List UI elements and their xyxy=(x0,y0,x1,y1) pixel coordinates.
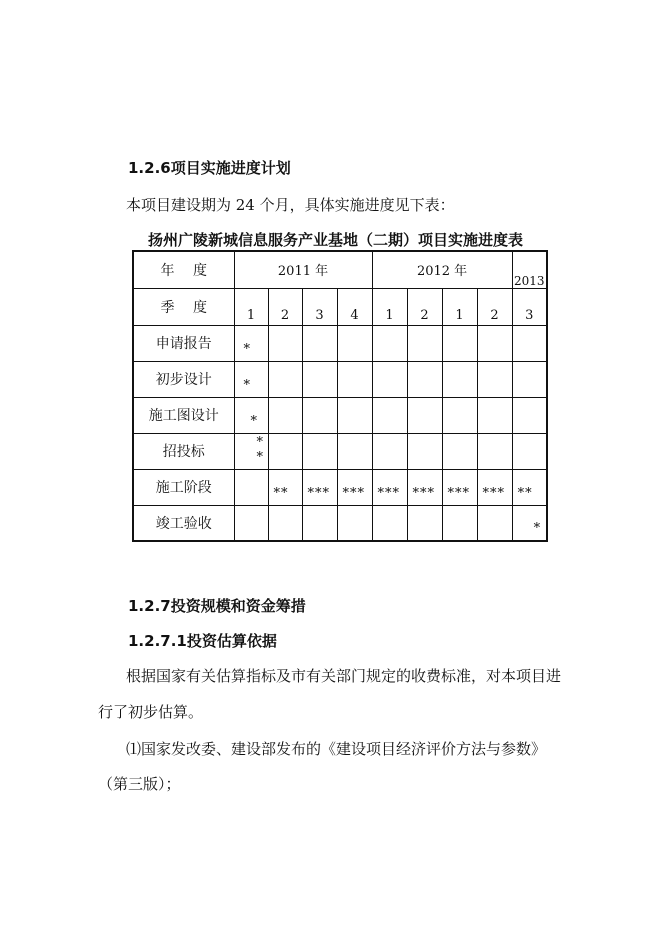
list-item-1-line-1: ⑴国家发改委、建设部发布的《建设项目经济评价方法与参数》 xyxy=(126,740,547,758)
quarter-cell: 1 xyxy=(442,288,477,325)
schedule-cell xyxy=(512,325,547,361)
schedule-cell xyxy=(302,505,337,541)
activity-label: 施工图设计 xyxy=(133,397,234,433)
schedule-cell xyxy=(442,397,477,433)
schedule-mark: ** xyxy=(273,485,289,501)
schedule-cell xyxy=(372,433,407,469)
quarter-cell: 2 xyxy=(477,288,512,325)
paragraph-line-2: 行了初步估算。 xyxy=(98,703,204,721)
table-row xyxy=(133,505,547,541)
schedule-cell xyxy=(268,433,302,469)
schedule-cell xyxy=(234,505,268,541)
schedule-cell xyxy=(234,325,268,361)
schedule-cell xyxy=(442,505,477,541)
quarter-row xyxy=(133,288,547,325)
schedule-cell xyxy=(407,325,442,361)
schedule-cell xyxy=(512,433,547,469)
schedule-cell xyxy=(302,433,337,469)
activity-label: 竣工验收 xyxy=(133,505,234,541)
section-heading-1-2-6: 1.2.6项目实施进度计划 xyxy=(128,159,291,177)
schedule-cell xyxy=(268,325,302,361)
schedule-cell xyxy=(407,433,442,469)
quarter-header-label: 季 度 xyxy=(133,288,234,325)
schedule-mark: *** xyxy=(377,485,401,501)
schedule-cell xyxy=(234,397,268,433)
schedule-cell xyxy=(234,361,268,397)
schedule-mark: * xyxy=(243,341,251,357)
list-item-1-line-2: （第三版）； xyxy=(98,775,181,793)
table-row xyxy=(133,433,547,469)
table-row xyxy=(133,397,547,433)
schedule-cell xyxy=(442,361,477,397)
section-heading-1-2-7: 1.2.7投资规模和资金筹措 xyxy=(128,597,306,615)
quarter-cell: 3 xyxy=(302,288,337,325)
schedule-cell xyxy=(442,325,477,361)
schedule-mark: *** xyxy=(342,485,365,501)
schedule-cell xyxy=(337,469,372,505)
schedule-cell xyxy=(268,505,302,541)
schedule-cell xyxy=(268,397,302,433)
schedule-cell xyxy=(512,397,547,433)
table-row xyxy=(133,361,547,397)
table-row xyxy=(133,469,547,505)
activity-label: 招投标 xyxy=(133,433,234,469)
schedule-cell xyxy=(477,505,512,541)
quarter-cell: 1 xyxy=(234,288,268,325)
schedule-table xyxy=(132,250,548,542)
schedule-cell xyxy=(372,361,407,397)
table-row xyxy=(133,325,547,361)
schedule-cell xyxy=(407,469,442,505)
schedule-cell xyxy=(337,325,372,361)
schedule-cell xyxy=(268,361,302,397)
paragraph-line-1: 根据国家有关估算指标及市有关部门规定的收费标准，对本项目进 xyxy=(126,667,562,685)
schedule-intro-text: 本项目建设期为 24 个月，具体实施进度见下表： xyxy=(126,196,455,214)
quarter-cell: 1 xyxy=(372,288,407,325)
schedule-mark: * xyxy=(533,521,542,536)
schedule-cell xyxy=(302,325,337,361)
activity-label: 申请报告 xyxy=(133,325,234,361)
schedule-cell xyxy=(302,469,337,505)
schedule-mark: * xyxy=(243,377,251,393)
schedule-cell xyxy=(302,361,337,397)
schedule-mark: *** xyxy=(482,485,506,501)
schedule-cell xyxy=(477,469,512,505)
schedule-mark: * xyxy=(250,413,258,429)
year-header-label: 年 度 xyxy=(133,251,234,288)
schedule-cell xyxy=(512,505,547,541)
schedule-cell xyxy=(407,397,442,433)
year-2011: 2011 年 xyxy=(234,251,372,288)
schedule-mark: *** xyxy=(307,485,330,501)
schedule-cell xyxy=(512,361,547,397)
schedule-cell xyxy=(372,397,407,433)
schedule-cell xyxy=(477,397,512,433)
schedule-cell xyxy=(477,361,512,397)
schedule-cell xyxy=(407,361,442,397)
schedule-cell xyxy=(372,325,407,361)
schedule-cell xyxy=(268,469,302,505)
quarter-cell: 3 xyxy=(512,288,547,325)
quarter-cell: 2 xyxy=(407,288,442,325)
schedule-cell xyxy=(372,505,407,541)
schedule-cell xyxy=(337,361,372,397)
section-heading-1-2-7-1: 1.2.7.1投资估算依据 xyxy=(128,632,277,650)
schedule-cell xyxy=(477,433,512,469)
schedule-cell xyxy=(442,469,477,505)
schedule-mark: * * xyxy=(256,434,264,465)
activity-label: 初步设计 xyxy=(133,361,234,397)
schedule-mark: *** xyxy=(447,485,471,501)
schedule-cell xyxy=(337,397,372,433)
schedule-cell xyxy=(442,433,477,469)
year-2012: 2012 年 xyxy=(372,251,512,288)
table-caption: 扬州广陵新城信息服务产业基地（二期）项目实施进度表 xyxy=(148,231,524,249)
schedule-mark: ** xyxy=(517,485,533,501)
schedule-cell xyxy=(234,469,268,505)
year-row xyxy=(133,251,547,288)
schedule-cell xyxy=(337,433,372,469)
schedule-cell xyxy=(407,505,442,541)
quarter-cell: 2 xyxy=(268,288,302,325)
activity-label: 施工阶段 xyxy=(133,469,234,505)
schedule-cell xyxy=(302,397,337,433)
schedule-cell xyxy=(234,433,268,469)
schedule-cell xyxy=(337,505,372,541)
schedule-cell xyxy=(372,469,407,505)
year-2013: 2013 xyxy=(512,251,547,288)
quarter-cell: 4 xyxy=(337,288,372,325)
schedule-cell xyxy=(512,469,547,505)
schedule-mark: *** xyxy=(412,485,436,501)
schedule-cell xyxy=(477,325,512,361)
